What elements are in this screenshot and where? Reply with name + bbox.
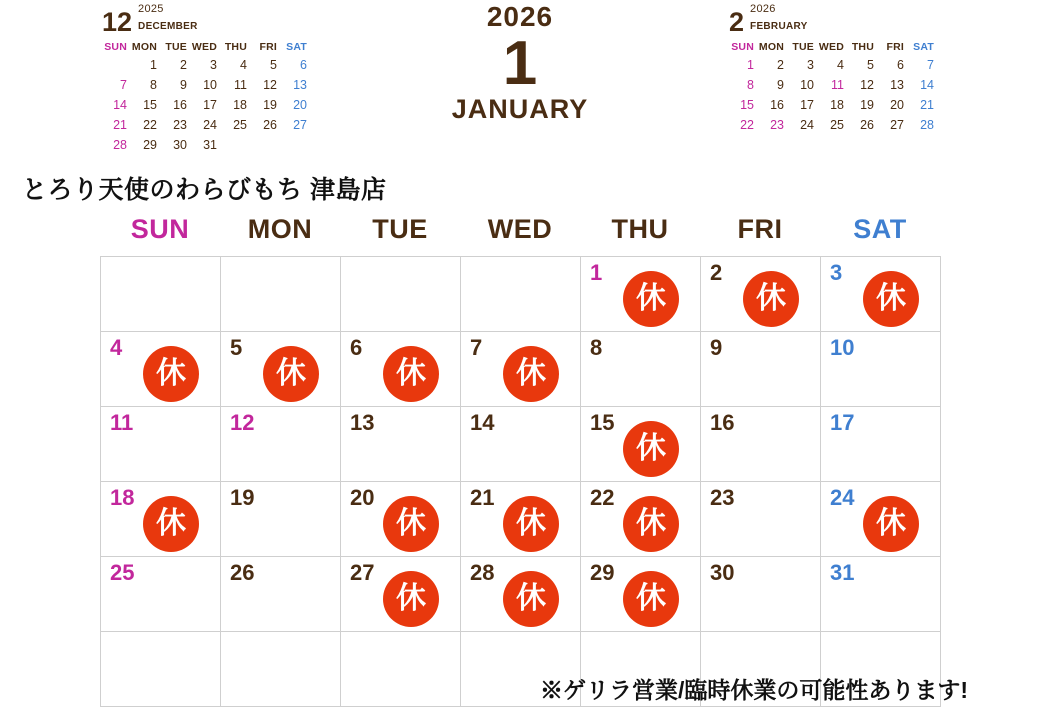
calendar-day-cell[interactable] bbox=[821, 482, 941, 557]
mini-day-cell: 18 bbox=[233, 97, 247, 112]
mini-day-cell: 13 bbox=[293, 78, 307, 93]
mini-weekday-label: THU bbox=[224, 41, 247, 53]
closed-stamp-icon: 休 bbox=[383, 346, 439, 402]
calendar-day-cell-empty bbox=[461, 257, 581, 332]
mini-day-cell: 14 bbox=[113, 97, 127, 112]
closed-stamp-icon: 休 bbox=[263, 346, 319, 402]
mini-weekday-label: FRI bbox=[886, 41, 904, 53]
mini-day-cell: 9 bbox=[777, 78, 784, 93]
calendar-day-cell[interactable] bbox=[821, 332, 941, 407]
calendar-day-cell[interactable] bbox=[701, 482, 821, 557]
weekday-label-sat: SAT bbox=[853, 214, 907, 244]
mini-day-cell: 16 bbox=[173, 97, 187, 112]
calendar-day-cell-empty bbox=[341, 632, 461, 707]
calendar-day-cell[interactable] bbox=[341, 332, 461, 407]
closed-stamp-icon: 休 bbox=[863, 271, 919, 327]
mini-day-cell: 27 bbox=[890, 117, 904, 132]
mini-day-cell: 21 bbox=[920, 97, 934, 112]
day-number: 14 bbox=[470, 410, 495, 435]
mini-day-cell: 24 bbox=[800, 117, 814, 132]
mini-year: 2026 bbox=[750, 3, 776, 16]
calendar-day-cell[interactable] bbox=[221, 407, 341, 482]
mini-day-cell: 11 bbox=[831, 78, 844, 93]
mini-day-cell: 23 bbox=[173, 117, 187, 132]
calendar-day-cell[interactable] bbox=[461, 482, 581, 557]
mini-day-cell: 20 bbox=[890, 97, 904, 112]
mini-day-cell: 31 bbox=[203, 137, 217, 152]
day-number: 19 bbox=[230, 485, 255, 510]
day-number: 1 bbox=[590, 260, 603, 285]
mini-month-number: 2 bbox=[729, 7, 745, 37]
calendar-day-cell[interactable] bbox=[701, 332, 821, 407]
mini-day-cell: 13 bbox=[890, 78, 904, 93]
mini-day-cell: 4 bbox=[837, 58, 844, 73]
calendar-day-cell[interactable] bbox=[221, 482, 341, 557]
mini-weekday-label: MON bbox=[131, 41, 157, 53]
shop-name: とろり天使のわらびもち 津島店 bbox=[22, 176, 387, 204]
calendar-day-cell-empty bbox=[341, 257, 461, 332]
mini-day-cell: 29 bbox=[143, 137, 157, 152]
calendar-day-cell[interactable] bbox=[581, 332, 701, 407]
day-number: 12 bbox=[230, 410, 255, 435]
day-number: 26 bbox=[230, 560, 255, 585]
calendar-day-cell[interactable] bbox=[821, 257, 941, 332]
closed-stamp-icon: 休 bbox=[383, 496, 439, 552]
mini-day-cell: 15 bbox=[740, 97, 754, 112]
mini-day-cell: 26 bbox=[860, 117, 874, 132]
mini-day-cell: 3 bbox=[210, 58, 217, 73]
weekday-header-row bbox=[100, 214, 940, 245]
mini-day-cell: 27 bbox=[293, 117, 307, 132]
calendar-day-cell[interactable] bbox=[461, 557, 581, 632]
mini-day-cell: 23 bbox=[770, 117, 784, 132]
closed-stamp-icon: 休 bbox=[503, 346, 559, 402]
closed-stamp-icon: 休 bbox=[863, 496, 919, 552]
mini-day-cell: 22 bbox=[143, 117, 157, 132]
mini-day-cell: 1 bbox=[747, 58, 754, 73]
weekday-label-sun: SUN bbox=[130, 214, 190, 244]
day-number: 3 bbox=[830, 260, 843, 285]
day-number: 7 bbox=[470, 335, 483, 360]
day-number: 20 bbox=[350, 485, 375, 510]
mini-day-cell: 8 bbox=[150, 78, 157, 93]
calendar-day-cell[interactable] bbox=[101, 407, 221, 482]
mini-day-cell: 10 bbox=[800, 78, 814, 93]
closed-stamp-icon: 休 bbox=[503, 496, 559, 552]
closed-stamp-icon: 休 bbox=[503, 571, 559, 627]
mini-day-cell-empty bbox=[280, 137, 310, 154]
weekday-label-fri: FRI bbox=[737, 214, 783, 244]
day-number: 16 bbox=[710, 410, 735, 435]
calendar-day-cell-empty bbox=[221, 632, 341, 707]
weekday-label-wed: WED bbox=[487, 214, 553, 244]
day-number: 28 bbox=[470, 560, 495, 585]
mini-day-cell: 19 bbox=[263, 97, 277, 112]
mini-day-cell: 17 bbox=[800, 97, 814, 112]
mini-weekday-label: THU bbox=[851, 41, 874, 53]
mini-weekday-label: TUE bbox=[165, 41, 187, 53]
mini-day-cell: 18 bbox=[830, 97, 844, 112]
closed-stamp-icon: 休 bbox=[383, 571, 439, 627]
mini-weekday-label: MON bbox=[758, 41, 784, 53]
main-month-number: 1 bbox=[502, 28, 538, 98]
mini-day-cell: 5 bbox=[270, 58, 277, 73]
mini-day-cell: 28 bbox=[113, 137, 127, 152]
calendar-day-cell[interactable] bbox=[701, 407, 821, 482]
calendar-day-cell-empty bbox=[101, 257, 221, 332]
day-number: 21 bbox=[470, 485, 495, 510]
day-number: 24 bbox=[830, 485, 855, 510]
calendar-day-cell[interactable] bbox=[581, 482, 701, 557]
day-number: 17 bbox=[830, 410, 855, 435]
calendar-day-cell[interactable] bbox=[341, 557, 461, 632]
mini-weekday-label: WED bbox=[191, 41, 217, 53]
mini-day-cell: 16 bbox=[770, 97, 784, 112]
closed-stamp-icon: 休 bbox=[623, 421, 679, 477]
calendar-day-cell-empty bbox=[101, 632, 221, 707]
calendar-day-cell[interactable] bbox=[341, 482, 461, 557]
calendar-grid bbox=[100, 256, 941, 707]
calendar-day-cell[interactable] bbox=[101, 557, 221, 632]
closed-stamp-icon: 休 bbox=[623, 496, 679, 552]
mini-day-cell: 4 bbox=[240, 58, 247, 73]
calendar-day-cell[interactable] bbox=[581, 557, 701, 632]
mini-day-cell: 5 bbox=[867, 58, 874, 73]
mini-day-cell: 2 bbox=[777, 58, 784, 73]
mini-day-cell: 6 bbox=[897, 58, 904, 73]
closed-stamp-icon: 休 bbox=[743, 271, 799, 327]
mini-day-cell: 10 bbox=[203, 78, 217, 93]
main-month-header bbox=[0, 2, 1040, 125]
mini-day-cell: 20 bbox=[293, 97, 307, 112]
calendar-day-cell[interactable] bbox=[221, 557, 341, 632]
day-number: 31 bbox=[830, 560, 855, 585]
closed-stamp-icon: 休 bbox=[623, 271, 679, 327]
calendar-day-cell[interactable] bbox=[581, 407, 701, 482]
day-number: 18 bbox=[110, 485, 135, 510]
mini-day-cell: 8 bbox=[747, 78, 754, 93]
day-number: 2 bbox=[710, 260, 723, 285]
mini-weekday-label: TUE bbox=[792, 41, 814, 53]
closed-stamp-icon: 休 bbox=[143, 496, 199, 552]
calendar-day-cell[interactable] bbox=[341, 407, 461, 482]
mini-year: 2025 bbox=[138, 3, 164, 16]
calendar-day-cell[interactable] bbox=[101, 482, 221, 557]
calendar-day-cell[interactable] bbox=[221, 332, 341, 407]
mini-day-cell: 2 bbox=[180, 58, 187, 73]
weekday-label-tue: TUE bbox=[372, 214, 428, 244]
mini-month-number: 12 bbox=[102, 7, 133, 37]
main-month-name: JANUARY bbox=[451, 93, 589, 124]
mini-weekday-label: FRI bbox=[259, 41, 277, 53]
mini-day-cell: 22 bbox=[740, 117, 754, 132]
calendar-day-cell[interactable] bbox=[461, 407, 581, 482]
footer-note: ※ゲリラ営業/臨時休業の可能性あります! bbox=[540, 677, 969, 703]
day-number: 4 bbox=[110, 335, 123, 360]
mini-day-cell: 21 bbox=[113, 117, 127, 132]
mini-day-cell: 12 bbox=[263, 78, 277, 93]
mini-day-cell-empty bbox=[220, 137, 250, 154]
mini-day-cell: 19 bbox=[860, 97, 874, 112]
calendar-day-cell[interactable] bbox=[581, 257, 701, 332]
mini-day-cell: 30 bbox=[173, 137, 187, 152]
mini-month-name: FEBRUARY bbox=[750, 21, 808, 33]
mini-day-cell: 6 bbox=[300, 58, 307, 73]
calendar-day-cell[interactable] bbox=[821, 557, 941, 632]
mini-weekday-label: SUN bbox=[104, 41, 127, 53]
mini-day-cell: 17 bbox=[203, 97, 217, 112]
mini-day-cell: 25 bbox=[830, 117, 844, 132]
day-number: 8 bbox=[590, 335, 603, 360]
calendar-day-cell-empty bbox=[221, 257, 341, 332]
day-number: 11 bbox=[110, 410, 134, 435]
mini-day-cell: 14 bbox=[920, 78, 934, 93]
mini-day-cell: 15 bbox=[143, 97, 157, 112]
mini-weekday-label: SAT bbox=[286, 41, 307, 53]
mini-day-cell: 26 bbox=[263, 117, 277, 132]
day-number: 27 bbox=[350, 560, 375, 585]
mini-day-cell: 24 bbox=[203, 117, 217, 132]
day-number: 23 bbox=[710, 485, 735, 510]
day-number: 10 bbox=[830, 335, 855, 360]
calendar-day-cell[interactable] bbox=[821, 407, 941, 482]
main-year: 2026 bbox=[486, 1, 554, 32]
weekday-label-thu: THU bbox=[611, 214, 669, 244]
day-number: 30 bbox=[710, 560, 735, 585]
day-number: 6 bbox=[350, 335, 363, 360]
mini-day-cell: 7 bbox=[927, 58, 934, 73]
calendar-day-cell[interactable] bbox=[101, 332, 221, 407]
mini-weekday-label: SUN bbox=[731, 41, 754, 53]
mini-month-name: DECEMBER bbox=[138, 21, 198, 33]
day-number: 5 bbox=[230, 335, 243, 360]
mini-weekday-label: WED bbox=[818, 41, 844, 53]
calendar-day-cell[interactable] bbox=[701, 557, 821, 632]
mini-day-cell: 25 bbox=[233, 117, 247, 132]
mini-day-cell: 11 bbox=[234, 78, 247, 93]
day-number: 29 bbox=[590, 560, 615, 585]
mini-day-cell: 28 bbox=[920, 117, 934, 132]
closed-stamp-icon: 休 bbox=[143, 346, 199, 402]
day-number: 9 bbox=[710, 335, 723, 360]
calendar-day-cell[interactable] bbox=[701, 257, 821, 332]
closed-stamp-icon: 休 bbox=[623, 571, 679, 627]
mini-day-cell: 7 bbox=[120, 78, 127, 93]
mini-weekday-label: SAT bbox=[913, 41, 934, 53]
calendar-day-cell[interactable] bbox=[461, 332, 581, 407]
mini-day-cell-empty bbox=[250, 137, 280, 154]
day-number: 25 bbox=[110, 560, 135, 585]
mini-day-cell: 1 bbox=[150, 58, 157, 73]
day-number: 15 bbox=[590, 410, 615, 435]
weekday-label-mon: MON bbox=[247, 214, 313, 244]
day-number: 22 bbox=[590, 485, 615, 510]
mini-day-cell: 3 bbox=[807, 58, 814, 73]
day-number: 13 bbox=[350, 410, 375, 435]
mini-day-cell: 9 bbox=[180, 78, 187, 93]
mini-day-cell: 12 bbox=[860, 78, 874, 93]
